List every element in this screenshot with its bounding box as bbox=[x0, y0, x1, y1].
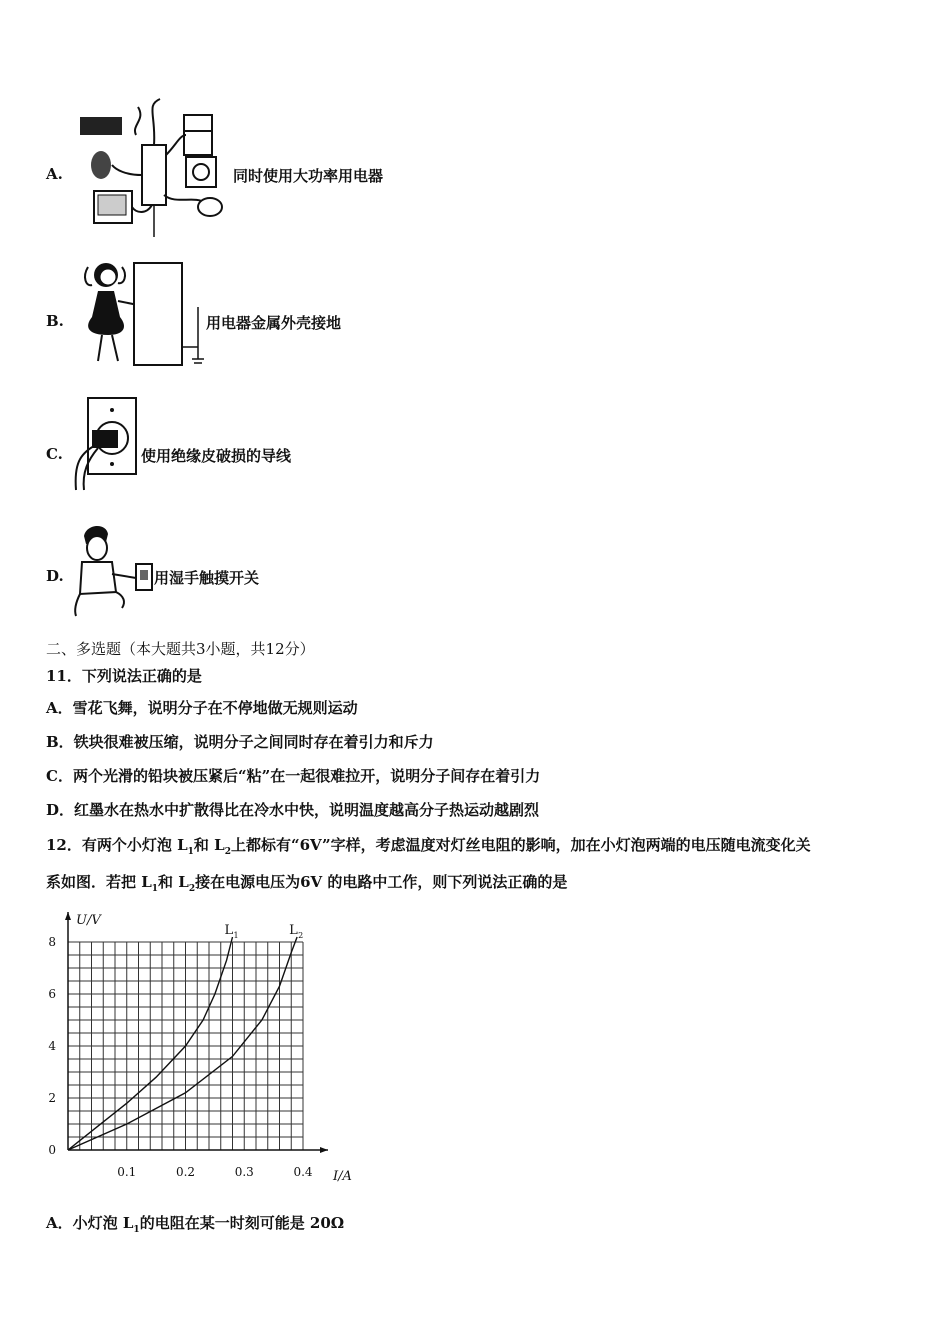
section-title: 二、多选题（本大题共3小题，共12分） bbox=[46, 640, 315, 658]
x-tick-label: 0.4 bbox=[293, 1165, 313, 1179]
option-a-row bbox=[0, 95, 950, 245]
option-text: 使用绝缘皮破损的导线 bbox=[141, 447, 292, 465]
damaged-plug-icon bbox=[70, 394, 142, 494]
subscript: 1 bbox=[133, 1225, 140, 1235]
series-label-subscript: 2 bbox=[298, 931, 304, 940]
stem-part: 接在电源电压为6V 的电路中工作，则下列说法正确的是 bbox=[195, 873, 568, 891]
option-letter: B. bbox=[46, 312, 64, 330]
x-tick-label: 0.3 bbox=[234, 1165, 254, 1179]
option-text: 同时使用大功率用电器 bbox=[233, 167, 384, 185]
y-axis-arrow bbox=[65, 912, 71, 920]
option-c-row bbox=[0, 390, 950, 500]
question-12-stem-line2 bbox=[46, 871, 567, 894]
u-i-chart bbox=[40, 905, 360, 1190]
question-11-option-d: D．红墨水在热水中扩散得比在冷水中快，说明温度越高分子热运动越剧烈 bbox=[46, 801, 540, 819]
option-d-row bbox=[0, 520, 950, 620]
subscript: 2 bbox=[188, 884, 196, 894]
option-part: 的电阻在某一时刻可能是 20Ω bbox=[139, 1214, 345, 1232]
option-letter: D. bbox=[46, 567, 64, 585]
x-axis-arrow bbox=[320, 1147, 328, 1153]
appliances-overload-icon bbox=[76, 95, 232, 240]
question-11-option-c: C．两个光滑的铅块被压紧后“粘”在一起很难拉开，说明分子间存在着引力 bbox=[46, 767, 541, 785]
question-12-option-a bbox=[46, 1212, 344, 1235]
x-tick-label: 0.2 bbox=[175, 1165, 196, 1179]
subscript: 1 bbox=[187, 847, 194, 857]
option-letter: A. bbox=[46, 165, 63, 183]
stem-part: 和 L bbox=[158, 873, 189, 891]
question-11-stem: 11．下列说法正确的是 bbox=[46, 667, 202, 685]
option-text: 用湿手触摸开关 bbox=[154, 569, 260, 587]
option-b-row bbox=[0, 255, 950, 375]
subscript: 2 bbox=[224, 847, 231, 857]
series-label: L bbox=[224, 923, 234, 938]
x-tick-label: 0.1 bbox=[117, 1165, 137, 1179]
wet-hand-switch-icon bbox=[72, 522, 154, 618]
y-tick-label: 0 bbox=[48, 1143, 56, 1157]
series-label-subscript: 1 bbox=[233, 931, 239, 940]
stem-part: 和 L bbox=[193, 836, 225, 854]
y-tick-label: 6 bbox=[48, 987, 56, 1001]
option-text: 用电器金属外壳接地 bbox=[206, 314, 342, 332]
stem-part: 12．有两个小灯泡 L bbox=[46, 836, 188, 854]
y-tick-label: 2 bbox=[48, 1091, 56, 1105]
series-label: L bbox=[289, 923, 298, 938]
question-12-stem-line1 bbox=[46, 834, 811, 857]
stem-part: 系如图．若把 L bbox=[46, 873, 152, 891]
option-letter: C. bbox=[46, 445, 63, 463]
subscript: 1 bbox=[151, 884, 159, 894]
x-axis-label: I/A bbox=[333, 1169, 352, 1184]
grounded-appliance-icon bbox=[78, 257, 206, 369]
option-part: A．小灯泡 L bbox=[46, 1214, 134, 1232]
stem-part: 上都标有“6V”字样，考虑温度对灯丝电阻的影响，加在小灯泡两端的电压随电流变化关 bbox=[230, 836, 811, 854]
y-tick-label: 8 bbox=[48, 935, 56, 949]
question-11-option-a: A．雪花飞舞，说明分子在不停地做无规则运动 bbox=[46, 699, 358, 717]
y-tick-label: 4 bbox=[48, 1039, 56, 1053]
series-line-l2 bbox=[68, 937, 297, 1150]
y-axis-label: U/V bbox=[76, 913, 101, 928]
question-11-option-b: B．铁块很难被压缩，说明分子之间同时存在着引力和斥力 bbox=[46, 733, 434, 751]
